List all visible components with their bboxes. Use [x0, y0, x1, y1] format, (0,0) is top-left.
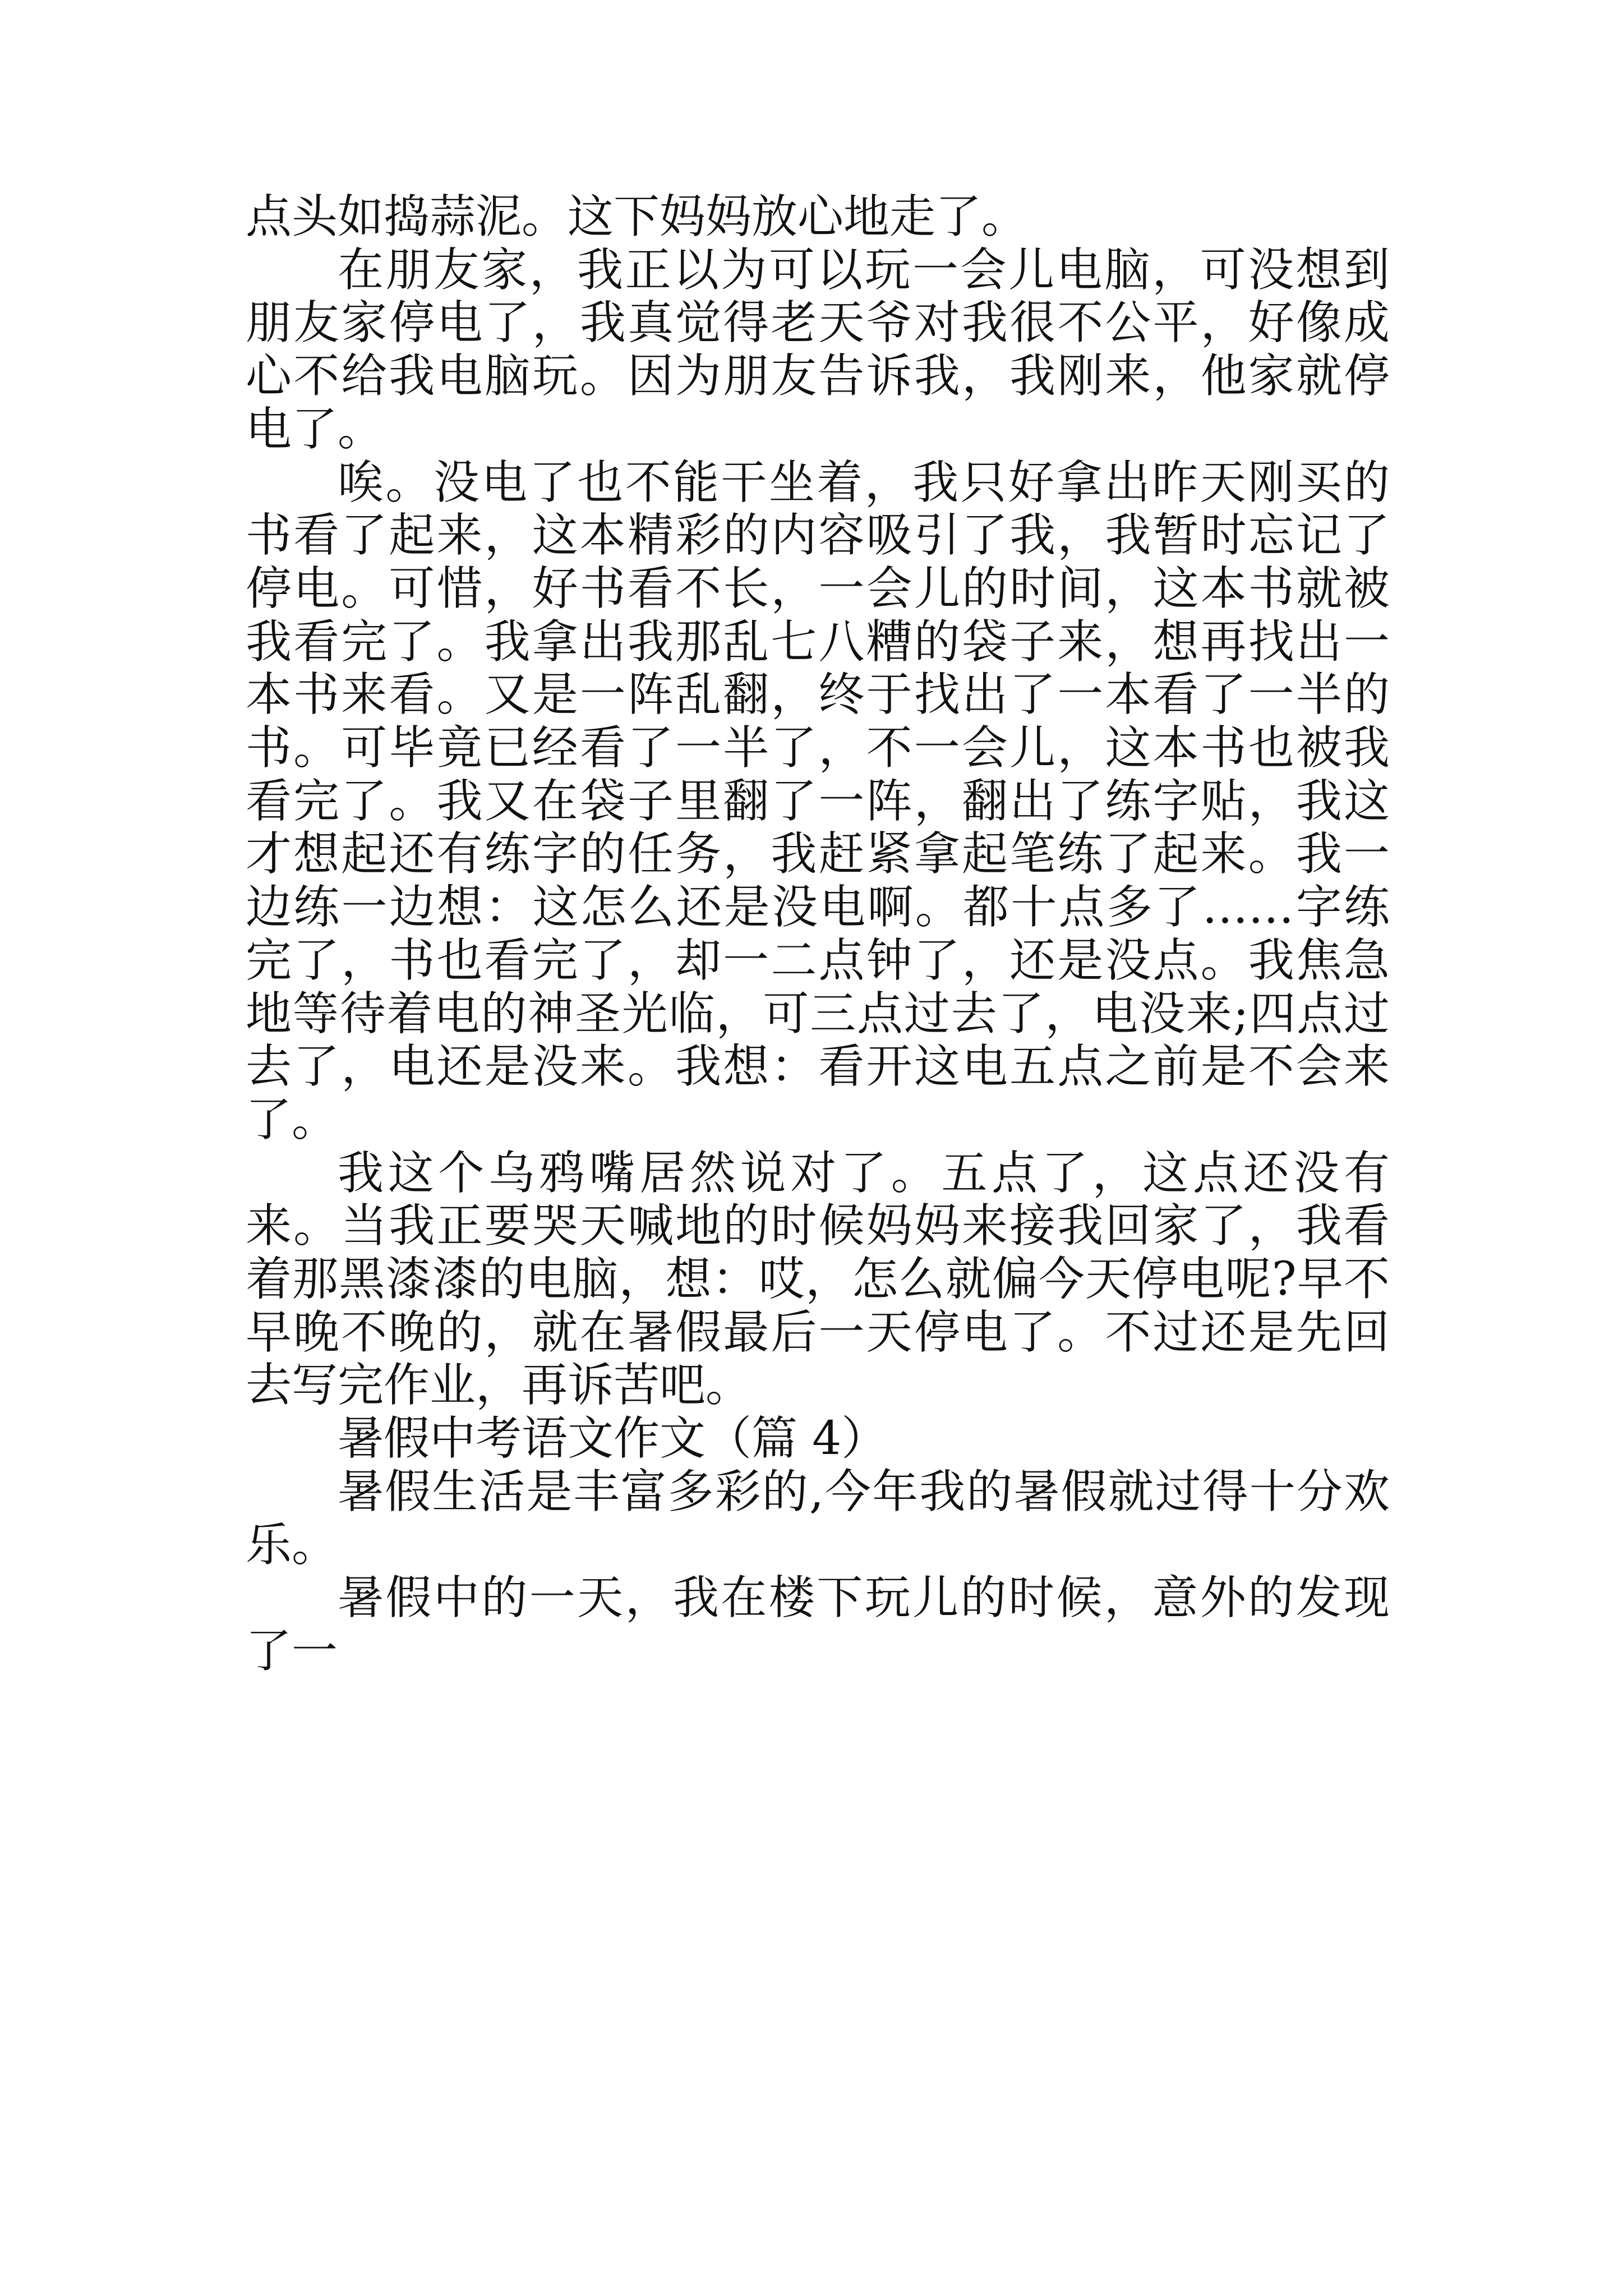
paragraph-power-outage: 唉。没电了也不能干坐着，我只好拿出昨天刚买的书看了起来，这本精彩的内容吸引了我，我暂时忘记了停电。可惜，好书看不长，一会儿的时间，这本书就被我看完了。我拿出我那乱七八糟的袋子来，想再找出一本书来看。又是一阵乱翻，终于找出了一本看了一半的书。可毕竟已经看了一半了，不一会儿，这本书也被我看完了。我又在袋子里翻了一阵，翻出了练字贴，我这才想起还有练字的任务，我赶紧拿起笔练了起来。我一边练一边想：这怎么还是没电啊。都十点多了……字练完了，书也看完了，却一二点钟了，还是没点。我焦急地等待着电的神圣光临，可三点过去了，电没来;四点过去了，电还是没来。我想：看开这电五点之前是不会来了。: [246, 455, 1390, 1147]
paragraph-crow-mouth: 我这个乌鸦嘴居然说对了。五点了，这点还没有来。当我正要哭天喊地的时候妈妈来接我回家了，我看着那黑漆漆的电脑，想：哎，怎么就偏今天停电呢?早不早晚不晚的，就在暑假最后一天停电了。不过还是先回去写完作业，再诉苦吧。: [246, 1146, 1390, 1412]
paragraph-summer-day: 暑假中的一天，我在楼下玩儿的时候，意外的发现了一: [246, 1571, 1390, 1678]
article-body: [246, 191, 1390, 1678]
paragraph-friend-house: 在朋友家，我正以为可以玩一会儿电脑，可没想到朋友家停电了，我真觉得老天爷对我很不公平，好像成心不给我电脑玩。因为朋友告诉我，我刚来，他家就停电了。: [246, 243, 1390, 456]
paragraph-summer-life: 暑假生活是丰富多彩的,今年我的暑假就过得十分欢乐。: [246, 1465, 1390, 1572]
section-heading: 暑假中考语文作文（篇 4）: [338, 1412, 888, 1466]
paragraph-continuation: 点头如捣蒜泥。这下妈妈放心地走了。: [246, 190, 1028, 243]
